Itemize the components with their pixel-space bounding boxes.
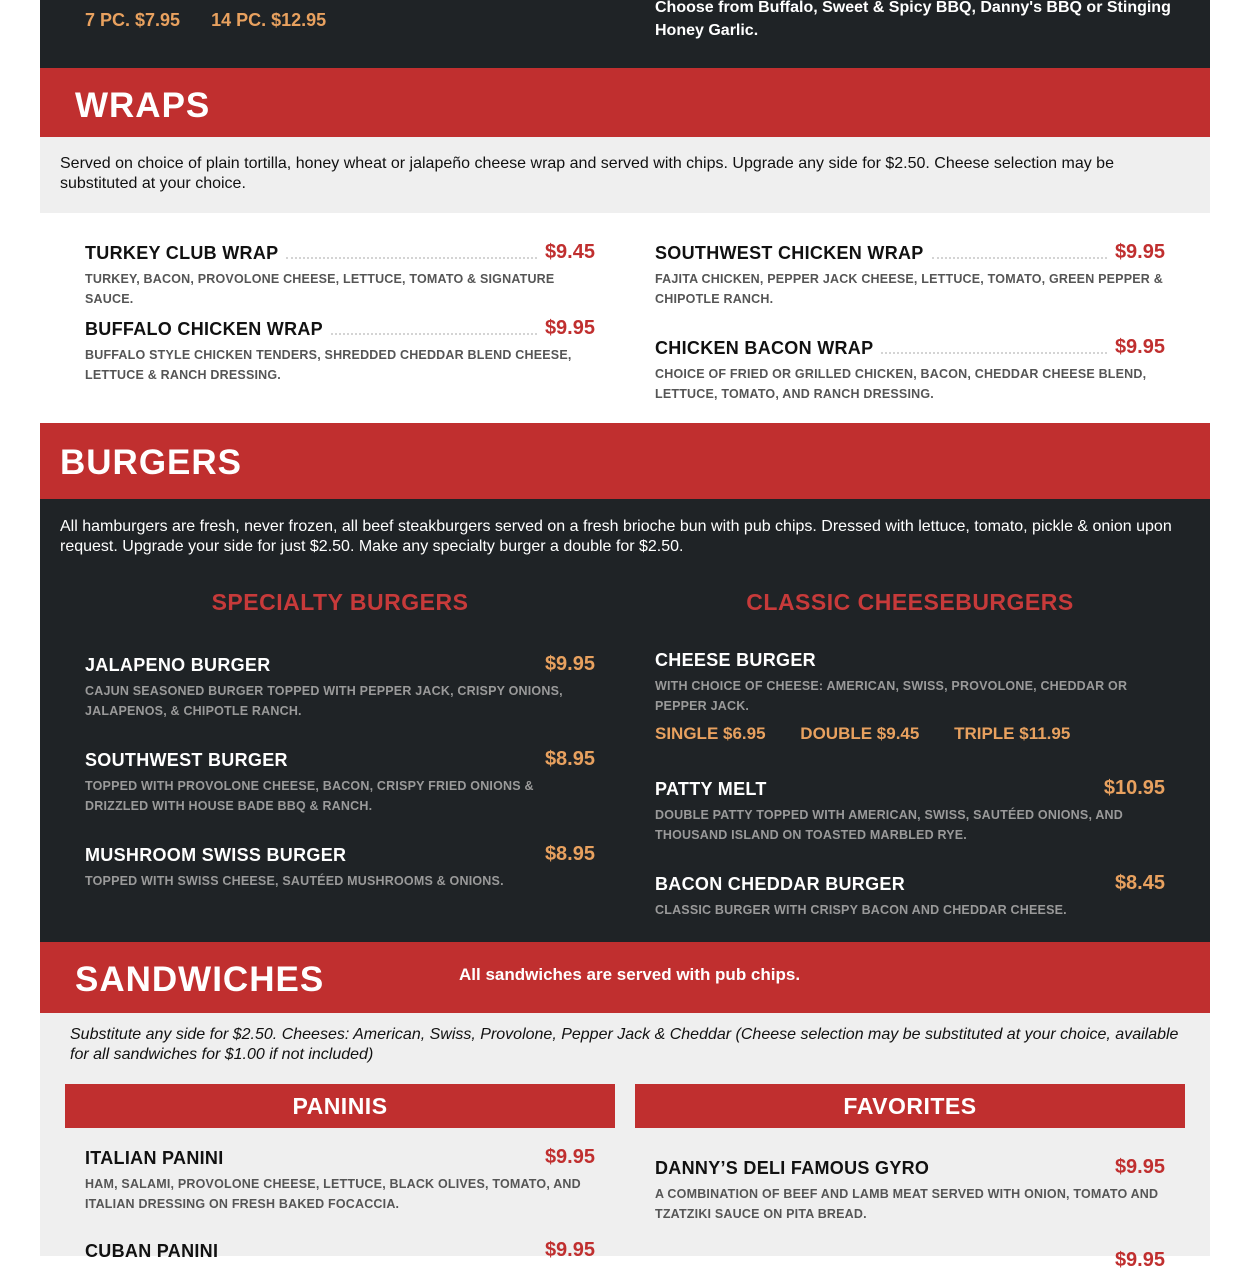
item-price: $9.95 [1114,1249,1165,1271]
piece-prices [85,10,352,31]
item-name: SOUTHWEST CHICKEN WRAP [655,243,924,263]
item-desc: TURKEY, BACON, PROVOLONE CHEESE, LETTUCE, TOMATO & SIGNATURE SAUCE. [85,272,555,306]
item-price: $9.95 [544,1146,595,1168]
wraps-intro: Served on choice of plain tortilla, honey wheat or jalapeño cheese wrap and served with chips. Upgrade any side for $2.50. Cheese selection may be substituted at your choice. [40,137,1210,213]
dot-leader [286,257,536,259]
item-desc: TOPPED WITH SWISS CHEESE, SAUTÉED MUSHROOMS & ONIONS. [85,874,504,888]
sandwiches-note: Substitute any side for $2.50. Cheeses: American, Swiss, Provolone, Pepper Jack & Cheddar (Cheese selection may be substituted at your choice, available for all sandwiches for $1.00 if not included) [70,1026,1179,1063]
item-desc: DOUBLE PATTY TOPPED WITH AMERICAN, SWISS, SAUTÉED ONIONS, AND THOUSAND ISLAND ON TOASTED MARBLED RYE. [655,808,1124,842]
item-name: CHICKEN BACON WRAP [655,338,874,358]
item-name: MUSHROOM SWISS BURGER [85,845,347,865]
item-price: $9.45 [544,241,595,263]
wraps-items [40,213,1210,423]
menu-item [655,872,1165,921]
item-desc: CLASSIC BURGER WITH CRISPY BACON AND CHEDDAR CHEESE. [655,903,1067,917]
burgers-intro: All hamburgers are fresh, never frozen, all beef steakburgers served on a fresh brioche bun with pub chips. Dressed with lettuce, tomato, pickle & onion upon request. Upgrade your side for just $2.50. Make any specialty burger a double for $2.50. [60,518,1172,555]
item-name: CUBAN PANINI [85,1241,219,1261]
favorites-heading: FAVORITES [635,1084,1185,1128]
dot-leader [331,333,537,335]
burgers-body [40,499,1210,942]
item-price: $8.95 [544,843,595,865]
wraps-header [40,68,1210,137]
menu-item [85,748,595,816]
menu-item [85,241,595,309]
dot-leader [932,257,1107,259]
sandwiches-body [40,1013,1210,1271]
menu-item [655,1249,1165,1272]
item-name: TURKEY CLUB WRAP [85,243,279,263]
menu-item [655,336,1165,404]
menu-item [655,777,1165,845]
item-desc: HAM, SALAMI, PROVOLONE CHEESE, LETTUCE, BLACK OLIVES, TOMATO, AND ITALIAN DRESSING ON FRESH BAKED FOCACCIA. [85,1177,581,1211]
menu-item [655,241,1165,309]
item-desc: TOPPED WITH PROVOLONE CHEESE, BACON, CRISPY FRIED ONIONS & DRIZZLED WITH HOUSE BADE BBQ & RANCH. [85,779,534,813]
item-name: JALAPENO BURGER [85,655,271,675]
pc-price-7: 7 PC. $7.95 [85,10,181,30]
item-desc: BUFFALO STYLE CHICKEN TENDERS, SHREDDED CHEDDAR BLEND CHEESE, LETTUCE & RANCH DRESSING. [85,348,572,382]
item-price: $8.45 [1114,872,1165,894]
wings-section-tail [40,0,1210,68]
menu-item [655,1156,1165,1224]
size-double: DOUBLE $9.45 [800,724,920,743]
size-single: SINGLE $6.95 [655,724,766,743]
item-price: $8.95 [544,748,595,770]
item-name: PATTY MELT [655,779,767,799]
item-price: $10.95 [1103,777,1165,799]
sandwiches-title: SANDWICHES [75,960,325,999]
menu-item [85,1146,595,1214]
burgers-title: BURGERS [60,443,243,482]
item-price: $9.95 [1114,1156,1165,1178]
size-triple: TRIPLE $11.95 [954,724,1071,743]
specialty-burgers-heading: SPECIALTY BURGERS [211,589,469,615]
item-price: $9.95 [1114,241,1165,263]
item-desc: CAJUN SEASONED BURGER TOPPED WITH PEPPER JACK, CRISPY ONIONS, JALAPENOS, & CHIPOTLE RANCH. [85,684,563,718]
menu-item [85,317,595,385]
item-name: BUFFALO CHICKEN WRAP [85,319,323,339]
menu-item [85,1239,595,1262]
menu-item [85,843,595,892]
sandwiches-tagline: All sandwiches are served with pub chips. [459,965,801,984]
item-name: BACON CHEDDAR BURGER [655,874,906,894]
item-name: CHEESE BURGER [655,650,816,670]
menu-item [85,653,595,721]
wraps-title: WRAPS [75,86,211,125]
cheese-burger-sizes [655,724,1100,744]
item-desc: WITH CHOICE OF CHEESE: AMERICAN, SWISS, PROVOLONE, CHEDDAR OR PEPPER JACK. [655,679,1128,713]
item-name: SOUTHWEST BURGER [85,750,288,770]
item-desc: A COMBINATION OF BEEF AND LAMB MEAT SERVED WITH ONION, TOMATO AND TZATZIKI SAUCE ON PITA BREAD. [655,1187,1159,1221]
sauce-note: Choose from Buffalo, Sweet & Spicy BBQ, Danny's BBQ or Stinging Honey Garlic. [655,0,1171,39]
menu-item [655,650,1165,716]
item-name: ITALIAN PANINI [85,1148,224,1168]
item-price: $9.95 [544,1239,595,1261]
dot-leader [881,352,1107,354]
classic-cheeseburgers-heading: CLASSIC CHEESEBURGERS [746,589,1074,615]
menu-page [40,0,1210,1271]
item-desc: CHOICE OF FRIED OR GRILLED CHICKEN, BACON, CHEDDAR CHEESE BLEND, LETTUCE, TOMATO, AND RANCH DRESSING. [655,367,1147,401]
item-price: $9.95 [544,653,595,675]
item-price: $9.95 [544,317,595,339]
pc-price-14: 14 PC. $12.95 [211,10,327,30]
burgers-header [40,423,1210,499]
item-price: $9.95 [1114,336,1165,358]
sandwiches-header [40,942,1210,1013]
item-desc: FAJITA CHICKEN, PEPPER JACK CHEESE, LETTUCE, TOMATO, GREEN PEPPER & CHIPOTLE RANCH. [655,272,1163,306]
paninis-heading: PANINIS [65,1084,615,1128]
item-name: DANNY’S DELI FAMOUS GYRO [655,1158,930,1178]
